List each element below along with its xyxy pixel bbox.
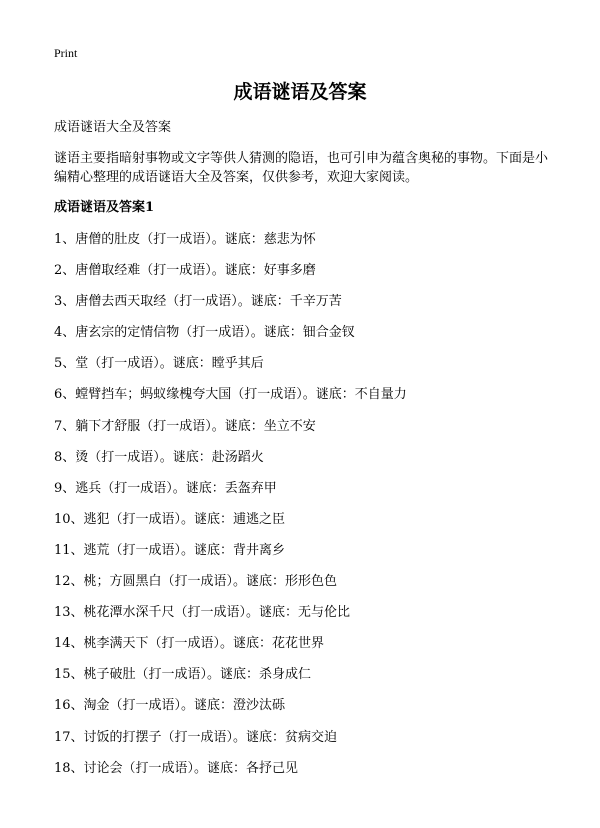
riddle-item: 17、讨饭的打摆子（打一成语）。谜底：贫病交迫 (54, 729, 338, 745)
print-label: Print (54, 46, 78, 60)
riddle-item: 13、桃花潭水深千尺（打一成语）。谜底：无与伦比 (54, 605, 351, 621)
riddle-item: 2、唐僧取经难（打一成语）。谜底：好事多磨 (54, 263, 316, 279)
riddle-item: 16、淘金（打一成语）。谜底：澄沙汰砾 (54, 698, 286, 714)
riddle-item: 12、桃；方圆黑白（打一成语）。谜底：形形色色 (54, 574, 338, 590)
riddle-item: 5、堂（打一成语）。谜底：瞠乎其后 (54, 356, 264, 372)
riddle-item: 6、螳臂挡车；蚂蚁缘槐夸大国（打一成语）。谜底：不自量力 (54, 387, 407, 403)
intro-paragraph: 谜语主要指暗射事物或文字等供人猜测的隐语，也可引申为蕴含奥秘的事物。下面是小编精心整理的成语谜语大全及答案，仅供参考，欢迎大家阅读。 (54, 151, 549, 185)
riddle-item: 9、逃兵（打一成语）。谜底：丢盔弃甲 (54, 480, 277, 496)
riddle-item: 8、烫（打一成语）。谜底：赴汤蹈火 (54, 449, 264, 465)
riddle-item: 15、桃子破肚（打一成语）。谜底：杀身成仁 (54, 667, 312, 683)
riddle-item: 10、逃犯（打一成语）。谜底：逋逃之臣 (54, 511, 286, 527)
riddle-item: 11、逃荒（打一成语）。谜底：背井离乡 (54, 542, 286, 558)
section-heading: 成语谜语及答案1 (54, 200, 155, 215)
riddle-item: 18、讨论会（打一成语）。谜底：各抒己见 (54, 760, 299, 776)
riddle-item: 4、唐玄宗的定情信物（打一成语）。谜底：钿合金钗 (54, 325, 355, 341)
riddle-item: 3、唐僧去西天取经（打一成语）。谜底：千辛万苦 (54, 294, 342, 310)
riddle-item: 7、躺下才舒服（打一成语）。谜底：坐立不安 (54, 418, 316, 434)
document-subtitle: 成语谜语大全及答案 (54, 120, 172, 135)
riddle-list (54, 231, 407, 791)
riddle-item: 14、桃李满天下（打一成语）。谜底：花花世界 (54, 636, 325, 652)
document-title: 成语谜语及答案 (233, 81, 367, 103)
riddle-item: 1、唐僧的肚皮（打一成语）。谜底：慈悲为怀 (54, 232, 316, 247)
